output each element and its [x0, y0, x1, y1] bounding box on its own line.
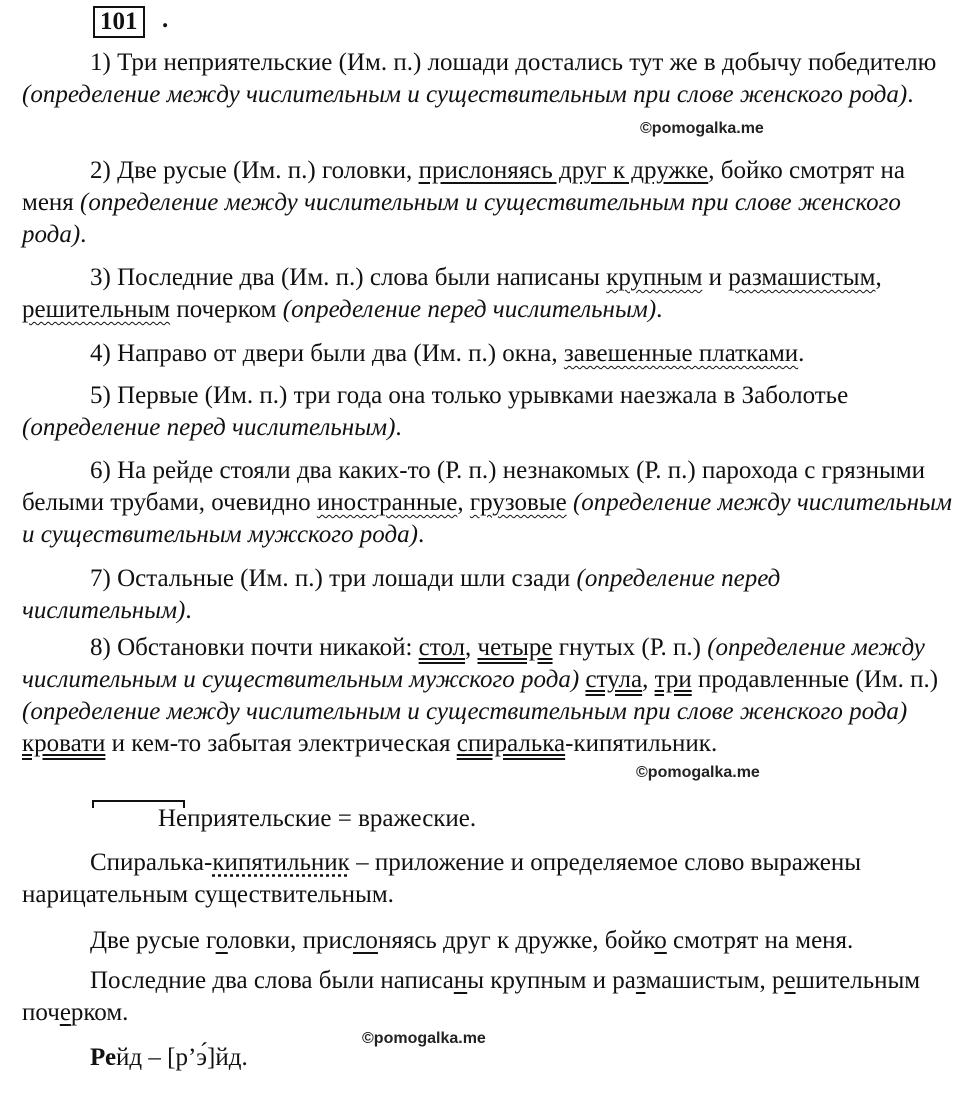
sentence-5-end: .: [395, 414, 402, 441]
sentence-7-end: .: [185, 597, 192, 624]
exercise-number-dot: .: [162, 6, 169, 33]
sentence-4-definition: завешенные платками: [563, 340, 799, 367]
orthogram-text-a: Две русые г: [90, 927, 216, 954]
prefix-mark: Не: [90, 803, 187, 835]
sentence-1-end: .: [907, 81, 914, 108]
orthogram-letter: о: [215, 927, 228, 954]
sentence-2-text-b: , бойко смотрят на меня: [22, 157, 905, 216]
orthogram-line-2: [22, 965, 952, 1029]
sentence-8-subject-2: четыре: [477, 634, 553, 661]
sentence-6-definition-1: иностранные: [316, 489, 458, 516]
sentence-6: [22, 455, 952, 551]
sentence-4: [22, 338, 952, 370]
sentence-8-subject-1: стол: [418, 634, 466, 661]
orthogram-text-b: ловки, прис: [227, 927, 353, 954]
sentence-7-note: (определение перед числительным): [22, 565, 781, 624]
morpheme-analysis-text: приятельские = вражеские.: [187, 805, 477, 832]
sentence-3-note: (определение перед числительным): [282, 296, 657, 323]
sentence-8-subject-5: кровати: [22, 730, 106, 757]
sentence-8-text: 8) Обстановки почти никакой:: [90, 634, 419, 661]
sentence-8-subject-4: три: [654, 666, 692, 693]
orthogram-letter: е: [59, 999, 71, 1026]
sentence-5: [22, 380, 952, 444]
sentence-3-text-b: и: [702, 264, 729, 291]
sentence-8-subject-3: стула: [585, 666, 643, 693]
sentence-3-definition-2: размашистым: [728, 264, 876, 291]
orthogram-letter: н: [453, 967, 468, 994]
sentence-8-text-c: гнутых (Р. п.): [552, 634, 708, 661]
sentence-3-definition-3: решительным: [22, 296, 171, 323]
sentence-2-adverbial: прислоняясь друг к дружке: [418, 157, 709, 184]
sentence-7-text: 7) Остальные (Им. п.) три лошади шли сзади: [90, 565, 577, 592]
sentence-4-end: .: [798, 340, 805, 367]
orthogram-text-d: шительным поч: [22, 967, 921, 1026]
sentence-8-text-h: и кем-то забытая электрическая: [105, 730, 457, 757]
sentence-8: [22, 632, 952, 760]
sentence-5-text: 5) Первые (Им. п.) три года она только урывками наезжала в Заболотье: [90, 382, 849, 409]
sentence-1-text: 1) Три неприятельские (Им. п.) лошади достались тут же в добычу победителю: [90, 49, 937, 76]
sentence-3: [22, 262, 952, 326]
sentence-8-text-i: -кипятильник.: [565, 730, 718, 757]
sentence-2: [22, 155, 952, 251]
sentence-2-note: (определение между числительным и существительным при слове женского рода): [22, 189, 901, 248]
phonetic-transcription: йд – [р’э́]йд.: [116, 1044, 248, 1071]
sentence-2-text: 2) Две русые (Им. п.) головки,: [90, 157, 419, 184]
watermark: ©pomogalka.me: [640, 120, 764, 137]
sentence-2-end: .: [80, 221, 87, 248]
sentence-6-text: 6) На рейде стояли два каких-то (Р. п.) незнакомых (Р. п.) парохода с грязными белыми трубами, очевидно: [22, 457, 926, 516]
orthogram-text-b: ы крупным и ра: [467, 967, 636, 994]
orthogram-line-1: [22, 925, 952, 957]
watermark: ©pomogalka.me: [362, 1030, 486, 1047]
orthogram-letter: ло: [352, 927, 378, 954]
orthogram-text-d: смотрят на меня.: [666, 927, 854, 954]
orthogram-letter: е: [784, 967, 796, 994]
orthogram-text-c: машистым, р: [645, 967, 785, 994]
sentence-8-subject-6: спиралька: [456, 730, 566, 757]
appositive-word: кипятильник: [212, 849, 350, 876]
sentence-5-note: (определение перед числительным): [22, 414, 396, 441]
sentence-7: [22, 563, 952, 627]
sentence-1-note: (определение между числительным и существительным при слове женского рода): [22, 81, 908, 108]
sentence-3-definition-1: крупным: [606, 264, 703, 291]
sentence-8-text-e: ,: [642, 666, 655, 693]
sentence-8-note-1: (определение между числительным и существительным мужского рода): [22, 634, 925, 693]
appositive-note-text-b: – приложение и определяемое слово выражены нарицательным существительным.: [22, 849, 862, 908]
sentence-8-text-b: ,: [465, 634, 478, 661]
sentence-8-text-f: продавленные (Им. п.): [691, 666, 939, 693]
phonetic-line: [22, 1042, 952, 1074]
sentence-1: [22, 47, 952, 111]
phonetic-bold: Ре: [90, 1044, 117, 1071]
orthogram-text-c: няясь друг к дружке, бойк: [377, 927, 655, 954]
orthogram-letter: з: [635, 967, 646, 994]
sentence-3-text: 3) Последние два (Им. п.) слова были написаны: [90, 264, 607, 291]
sentence-6-definition-2: грузовые: [469, 489, 567, 516]
sentence-8-note-2: (определение между числительным и существительным при слове женского рода): [22, 698, 908, 725]
orthogram-text-a: Последние два слова были написа: [90, 967, 454, 994]
appositive-note: [22, 847, 952, 911]
sentence-3-text-d: почерком: [170, 296, 283, 323]
sentence-3-end: .: [656, 296, 663, 323]
sentence-6-text-b: ,: [457, 489, 470, 516]
orthogram-letter: о: [654, 927, 667, 954]
appositive-note-text: Спиралька-: [90, 849, 213, 876]
morpheme-analysis: [22, 803, 952, 835]
sentence-4-text: 4) Направо от двери были два (Им. п.) окна,: [90, 340, 564, 367]
sentence-3-text-c: ,: [875, 264, 882, 291]
orthogram-text-f: рком.: [70, 999, 129, 1026]
sentence-6-note: (определение между числительным и существительным мужского рода): [22, 489, 952, 548]
exercise-number: 101: [93, 6, 145, 38]
sentence-6-end: .: [417, 521, 425, 548]
watermark: ©pomogalka.me: [636, 764, 760, 781]
